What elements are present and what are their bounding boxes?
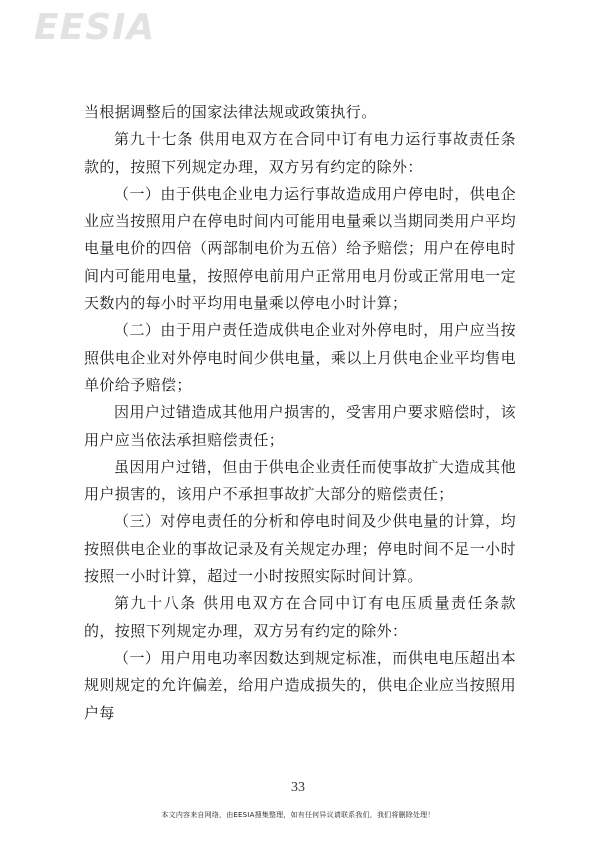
paragraph: 虽因用户过错，但由于供电企业责任而使事故扩大造成其他用户损害的，该用户不承担事故扩大部分的赔偿责任；	[84, 457, 516, 504]
paragraph: 因用户过错造成其他用户损害的，受害用户要求赔偿时，该用户应当依法承担赔偿责任；	[84, 403, 516, 449]
footer-disclaimer: 本文内容来自网络，由EESIA搜集整理，如有任何异议请联系我们，我们将删除处理！	[161, 811, 435, 819]
document-body	[84, 99, 516, 727]
article-97-clause-1: （一）由于供电企业电力运行事故造成用户停电时，供电企业应当按照用户在停电时间内可能用电量乘以当期同类用户平均电量电价的四倍（两部制电价为五倍）给予赔偿；用户在停电时间内可能用电量，按照停电前用户正常用电月份或正常用电一定天数内的每小时平均用电量乘以停电小时计算；	[84, 184, 516, 313]
article-98-heading-paragraph: 第九十八条 供用电双方在合同中订有电压质量责任条款的，按照下列规定办理，双方另有约定的除外：	[84, 594, 516, 640]
paragraph: 当根据调整后的国家法律法规或政策执行。	[84, 103, 377, 121]
article-97-clause-2: （二）由于用户责任造成供电企业对外停电时，用户应当按照供电企业对外停电时间少供电量，乘以上月供电企业平均售电单价给予赔偿；	[84, 321, 516, 394]
eesia-watermark-logo: EESIA	[34, 7, 156, 48]
article-98-clause-1: （一）用户用电功率因数达到规定标准，而供电电压超出本规则规定的允许偏差，给用户造成损失的，供电企业应当按照用户每	[84, 648, 516, 722]
article-97-heading-paragraph: 第九十七条 供用电双方在合同中订有电力运行事故责任条款的，按照下列规定办理，双方另有约定的除外：	[84, 130, 516, 176]
page-number: 33	[291, 780, 305, 795]
article-97-clause-3: （三）对停电责任的分析和停电时间及少供电量的计算，均按照供电企业的事故记录及有关规定办理；停电时间不足一小时按照一小时计算，超过一小时按照实际时间计算。	[84, 512, 516, 586]
